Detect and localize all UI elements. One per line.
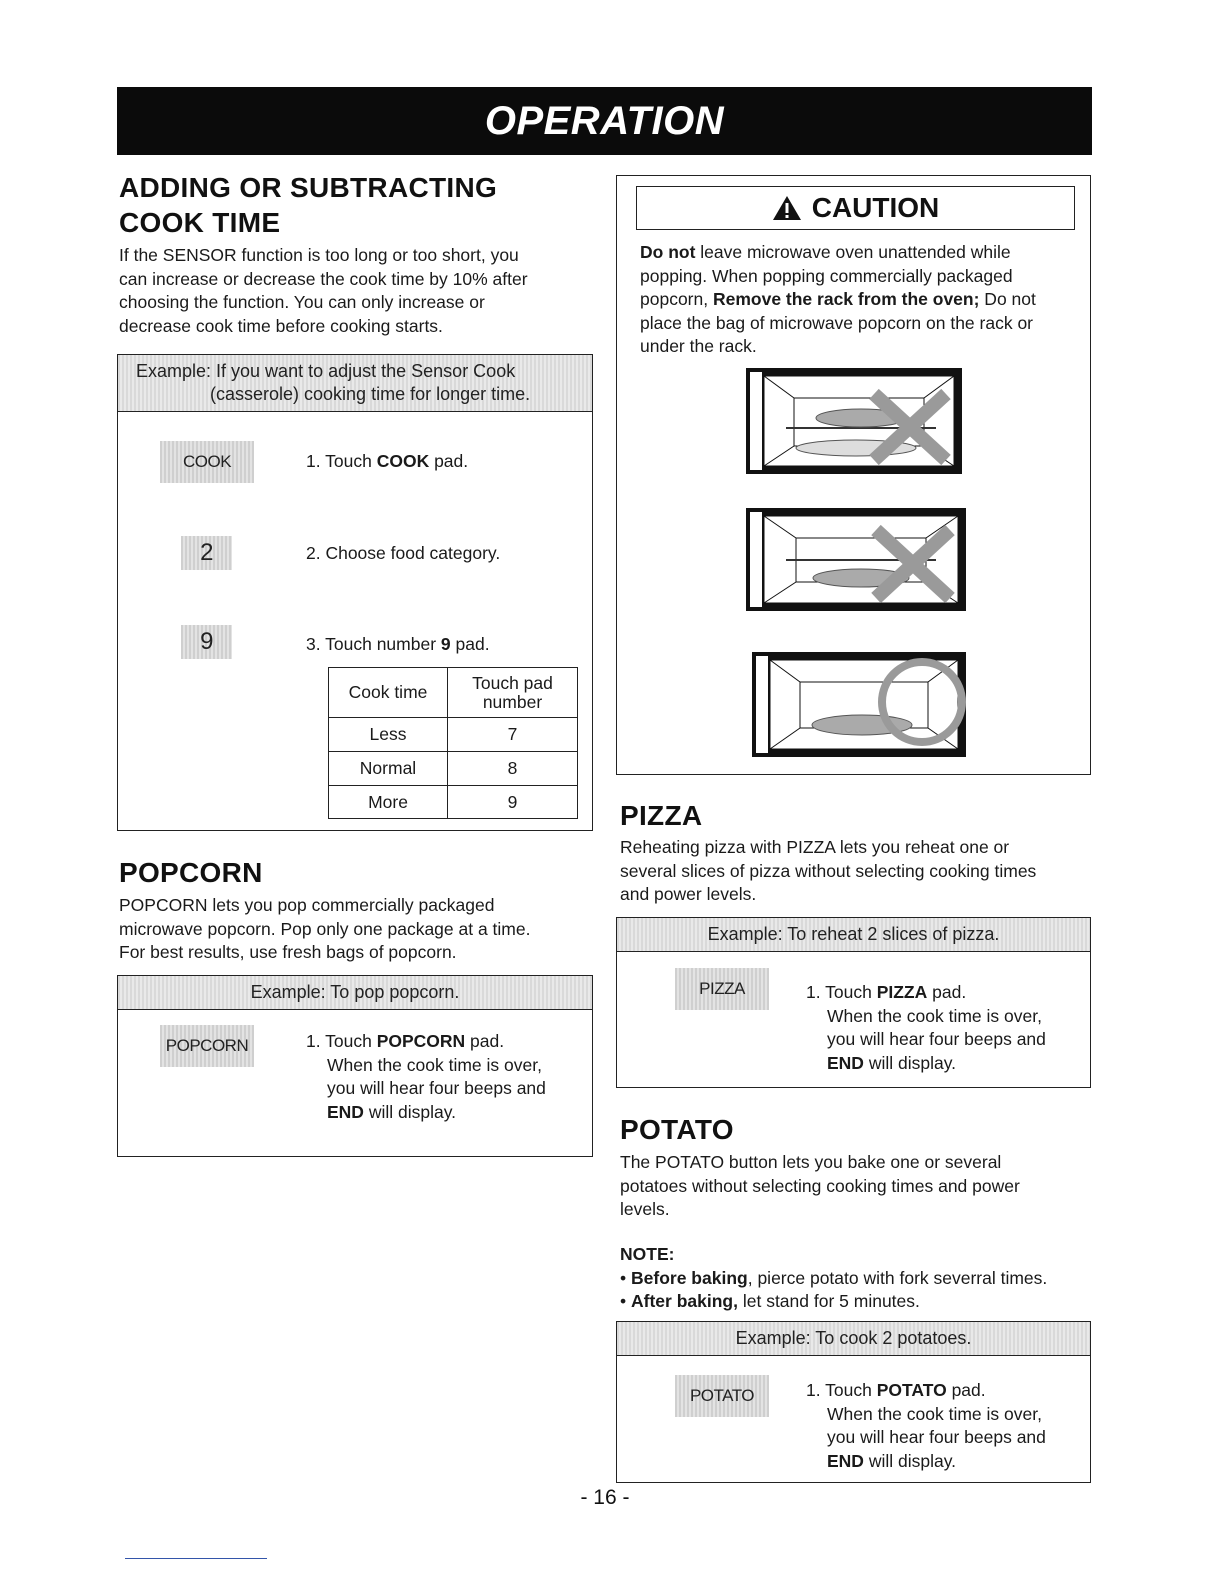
table-header-line: number: [482, 691, 543, 712]
oven-bag-under-rack-illustration: [746, 508, 966, 611]
table-header-cook-time: Cook time: [329, 668, 448, 718]
caution-title: CAUTION: [811, 192, 940, 223]
page-number: - 16 -: [580, 1486, 630, 1509]
warning-triangle-icon: [772, 195, 802, 221]
number-2-pad: 2: [181, 536, 232, 570]
cook-pad: COOK: [160, 441, 254, 483]
pizza-step: [806, 981, 1046, 1075]
adding-example-line1: Example: If you want to adjust the Sensor Cook: [136, 361, 516, 381]
caution-text-line: popping. When popping commercially packaged: [640, 265, 1013, 286]
table-row: [329, 752, 578, 786]
adding-title-line1: ADDING OR SUBTRACTING: [119, 172, 498, 203]
adding-step-2: 2. Choose food category.: [306, 543, 501, 563]
note-label: NOTE:: [620, 1244, 675, 1264]
step-text: will display.: [363, 1101, 457, 1122]
oven-correct-placement-illustration: [752, 652, 966, 757]
pizza-intro-line: Reheating pizza with PIZZA lets you reheat one or: [620, 837, 1010, 857]
adding-intro-line: decrease cook time before cooking starts.: [119, 315, 443, 336]
table-header-line: Touch pad: [472, 672, 553, 693]
popcorn-intro: [119, 894, 589, 965]
pizza-title: PIZZA: [620, 800, 703, 831]
caution-bold: Remove the rack from the oven;: [712, 289, 980, 309]
step-bold: END: [327, 1101, 364, 1122]
potato-intro: [620, 1151, 1090, 1222]
table-cell-value: 7: [448, 718, 578, 752]
caution-text: [640, 241, 1085, 359]
number-9-pad: 9: [181, 625, 232, 659]
adding-intro-line: choosing the function. You can only increase or: [119, 292, 485, 312]
table-cell-label: Less: [329, 718, 448, 752]
step-bold: 9: [440, 634, 451, 654]
caution-text-line: Do not: [979, 289, 1036, 309]
note-bold: After baking,: [631, 1291, 738, 1311]
step-text: 3. Touch number: [306, 634, 441, 654]
table-row: [329, 786, 578, 819]
note-text: , pierce potato with fork severral times.: [747, 1267, 1048, 1288]
caution-text-line: leave microwave oven unattended while: [695, 242, 1011, 262]
step-text: 1. Touch: [306, 451, 377, 471]
step-bold: PIZZA: [876, 982, 928, 1002]
caution-title-box: [636, 186, 1075, 230]
caution-bold: Do not: [640, 242, 696, 262]
step-text: pad.: [429, 451, 469, 471]
step-bold: POPCORN: [376, 1031, 466, 1051]
page-header-banner: [117, 87, 1092, 155]
potato-pad: POTATO: [675, 1375, 769, 1417]
cook-time-table: [328, 667, 578, 819]
step-text: pad.: [450, 634, 490, 654]
step-text: pad.: [927, 982, 967, 1002]
footer-rule: [125, 1558, 267, 1559]
caution-text-line: popcorn,: [640, 289, 713, 309]
adding-title-line2: COOK TIME: [119, 207, 281, 238]
popcorn-step: [306, 1030, 546, 1124]
table-cell-label: More: [329, 786, 448, 819]
potato-intro-line: potatoes without selecting cooking times and power: [620, 1175, 1020, 1196]
step-text: 1. Touch: [806, 982, 877, 1002]
table-cell-value: 9: [448, 786, 578, 819]
popcorn-pad: POPCORN: [160, 1025, 254, 1067]
step-text: pad.: [946, 1380, 986, 1400]
step-text: pad.: [465, 1031, 505, 1051]
page-header-title: OPERATION: [484, 98, 725, 143]
potato-step: [806, 1379, 1046, 1473]
potato-intro-line: levels.: [620, 1199, 670, 1219]
popcorn-intro-line: microwave popcorn. Pop only one package at a time.: [119, 918, 531, 939]
table-row: [329, 718, 578, 752]
step-text: When the cook time is over,: [327, 1054, 542, 1075]
caution-text-line: place the bag of microwave popcorn on the rack or: [640, 312, 1033, 333]
step-text: will display.: [863, 1052, 957, 1073]
caution-text-line: under the rack.: [640, 336, 757, 356]
note-bold: Before baking: [631, 1267, 748, 1288]
adding-step-1: [306, 450, 468, 474]
potato-example-header: Example: To cook 2 potatoes.: [617, 1322, 1090, 1356]
step-text: 1. Touch: [306, 1031, 377, 1051]
pizza-intro: [620, 836, 1090, 907]
oven-bag-on-rack-illustration: [746, 368, 962, 474]
table-cell-value: 8: [448, 752, 578, 786]
note-text: let stand for 5 minutes.: [737, 1291, 920, 1311]
adding-step-3: [306, 633, 490, 657]
popcorn-intro-line: POPCORN lets you pop commercially packaged: [119, 895, 495, 915]
potato-note: [620, 1243, 1100, 1314]
popcorn-example-header: Example: To pop popcorn.: [118, 976, 592, 1010]
potato-intro-line: The POTATO button lets you bake one or several: [620, 1152, 1002, 1172]
adding-intro-line: can increase or decrease the cook time by 10% after: [119, 268, 528, 289]
bullet: •: [620, 1291, 627, 1311]
table-cell-label: Normal: [329, 752, 448, 786]
pizza-example-header: Example: To reheat 2 slices of pizza.: [617, 918, 1090, 952]
popcorn-intro-line: For best results, use fresh bags of popcorn.: [119, 942, 457, 962]
pizza-intro-line: and power levels.: [620, 884, 757, 904]
bullet: •: [620, 1267, 627, 1288]
step-bold: POTATO: [876, 1380, 947, 1400]
step-text: you will hear four beeps and: [827, 1029, 1046, 1049]
step-bold: END: [827, 1052, 864, 1073]
pizza-intro-line: several slices of pizza without selecting cooking times: [620, 860, 1037, 881]
popcorn-title: POPCORN: [119, 857, 263, 888]
step-text: you will hear four beeps and: [327, 1078, 546, 1098]
pizza-pad: PIZZA: [675, 968, 769, 1010]
step-text: When the cook time is over,: [827, 1005, 1042, 1026]
adding-example-line2: (casserole) cooking time for longer time.: [210, 384, 531, 404]
table-header-touch-pad: [448, 668, 578, 718]
potato-title: POTATO: [620, 1114, 734, 1145]
step-text: 1. Touch: [806, 1380, 877, 1400]
adding-intro-line: If the SENSOR function is too long or too short, you: [119, 245, 519, 265]
adding-example-header: [118, 355, 592, 412]
step-text: will display.: [863, 1450, 957, 1471]
step-text: you will hear four beeps and: [827, 1427, 1046, 1447]
step-bold: COOK: [376, 451, 430, 471]
step-text: When the cook time is over,: [827, 1403, 1042, 1424]
adding-intro: [119, 244, 589, 338]
table-header-row: [329, 668, 578, 718]
step-bold: END: [827, 1450, 864, 1471]
